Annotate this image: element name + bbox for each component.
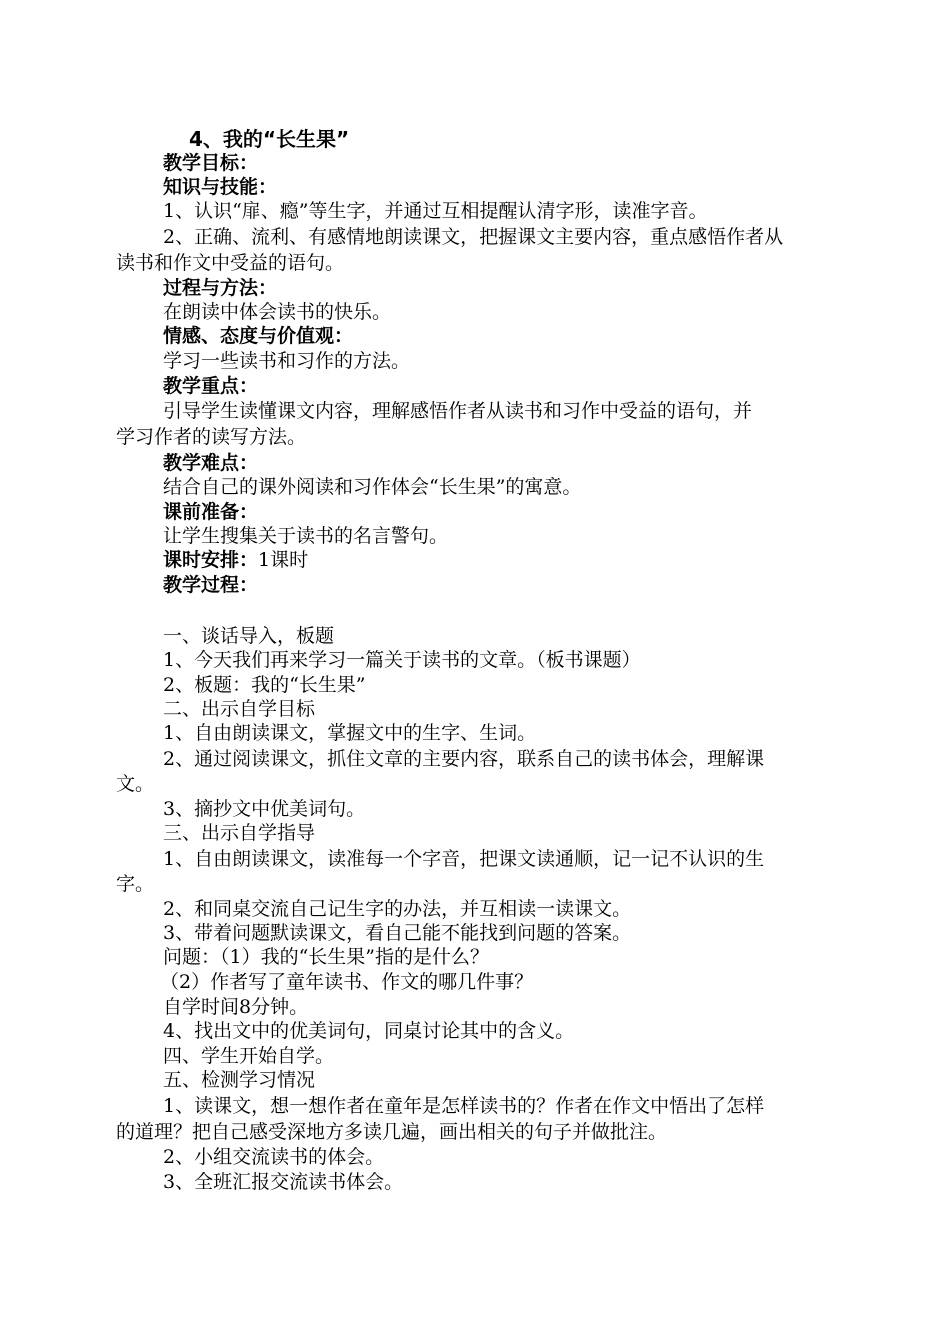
heading-knowledge-skills: 知识与技能： xyxy=(163,176,278,198)
step-3-item-1: 1、自由朗读课文，读准每一个字音，把课文读通顺，记一记不认识的生 xyxy=(163,848,765,870)
step-2-heading: 二、出示自学目标 xyxy=(163,698,316,720)
step-5-item-1-cont: 的道理？把自己感受深地方多读几遍，画出相关的句子并做批注。 xyxy=(116,1121,668,1143)
heading-process-method: 过程与方法： xyxy=(163,277,278,299)
step-5-item-3: 3、全班汇报交流读书体会。 xyxy=(163,1171,404,1193)
emotion-item: 学习一些读书和习作的方法。 xyxy=(163,350,411,372)
heading-emotion-values: 情感、态度与价值观： xyxy=(163,325,354,347)
step-5-item-1: 1、读课文，想一想作者在童年是怎样读书的？作者在作文中悟出了怎样 xyxy=(163,1095,765,1117)
knowledge-item-2: 2、正确、流利、有感情地朗读课文，把握课文主要内容，重点感悟作者从 xyxy=(163,226,784,248)
knowledge-item-1: 1、认识“扉、瘾”等生字，并通过互相提醒认清字形，读准字音。 xyxy=(163,200,708,222)
step-2-item-1: 1、自由朗读课文，掌握文中的生字、生词。 xyxy=(163,722,537,744)
step-1-heading: 一、谈话导入，板题 xyxy=(163,625,335,647)
heading-preparation: 课前准备： xyxy=(163,501,259,523)
difficulties-text: 结合自己的课外阅读和习作体会“长生果”的寓意。 xyxy=(163,476,582,498)
step-3-item-2: 2、和同桌交流自己记生字的办法，并互相读一读课文。 xyxy=(163,898,632,920)
schedule-line xyxy=(0,548,950,572)
step-3-item-4: 4、找出文中的优美词句，同桌讨论其中的含义。 xyxy=(163,1020,575,1042)
process-item: 在朗读中体会读书的快乐。 xyxy=(163,301,392,323)
step-3-heading: 三、出示自学指导 xyxy=(163,822,316,844)
step-2-item-2-cont: 文。 xyxy=(116,773,155,795)
step-4-heading: 四、学生开始自学。 xyxy=(163,1045,335,1067)
step-1-item-1: 1、今天我们再来学习一篇关于读书的文章。（板书课题） xyxy=(163,649,641,671)
schedule-value: 1课时 xyxy=(258,549,309,571)
heading-key-points: 教学重点： xyxy=(163,375,259,397)
key-points-text-cont: 学习作者的读写方法。 xyxy=(116,426,307,448)
step-3-item-3: 3、带着问题默读课文，看自己能不能找到问题的答案。 xyxy=(163,922,632,944)
question-2: （2）作者写了童年读书、作文的哪几件事？ xyxy=(160,971,534,993)
lesson-title: 4、我的“长生果” xyxy=(189,127,350,151)
question-1: 问题：（1）我的“长生果”指的是什么？ xyxy=(163,946,490,968)
key-points-text: 引导学生读懂课文内容，理解感悟作者从读书和习作中受益的语句，并 xyxy=(163,400,753,422)
step-1-item-2: 2、板题：我的“长生果” xyxy=(163,674,366,696)
step-5-heading: 五、检测学习情况 xyxy=(163,1069,316,1091)
preparation-text: 让学生搜集关于读书的名言警句。 xyxy=(163,525,449,547)
heading-objectives: 教学目标： xyxy=(163,152,259,174)
step-5-item-2: 2、小组交流读书的体会。 xyxy=(163,1146,385,1168)
self-study-time: 自学时间8分钟。 xyxy=(163,996,309,1018)
heading-teaching-process: 教学过程： xyxy=(163,574,259,596)
heading-difficulties: 教学难点： xyxy=(163,452,259,474)
step-3-item-1-cont: 字。 xyxy=(116,873,155,895)
step-2-item-3: 3、摘抄文中优美词句。 xyxy=(163,798,366,820)
knowledge-item-2-cont: 读书和作文中受益的语句。 xyxy=(116,252,345,274)
step-2-item-2: 2、通过阅读课文，抓住文章的主要内容，联系自己的读书体会，理解课 xyxy=(163,748,765,770)
heading-schedule: 课时安排： xyxy=(163,549,259,571)
